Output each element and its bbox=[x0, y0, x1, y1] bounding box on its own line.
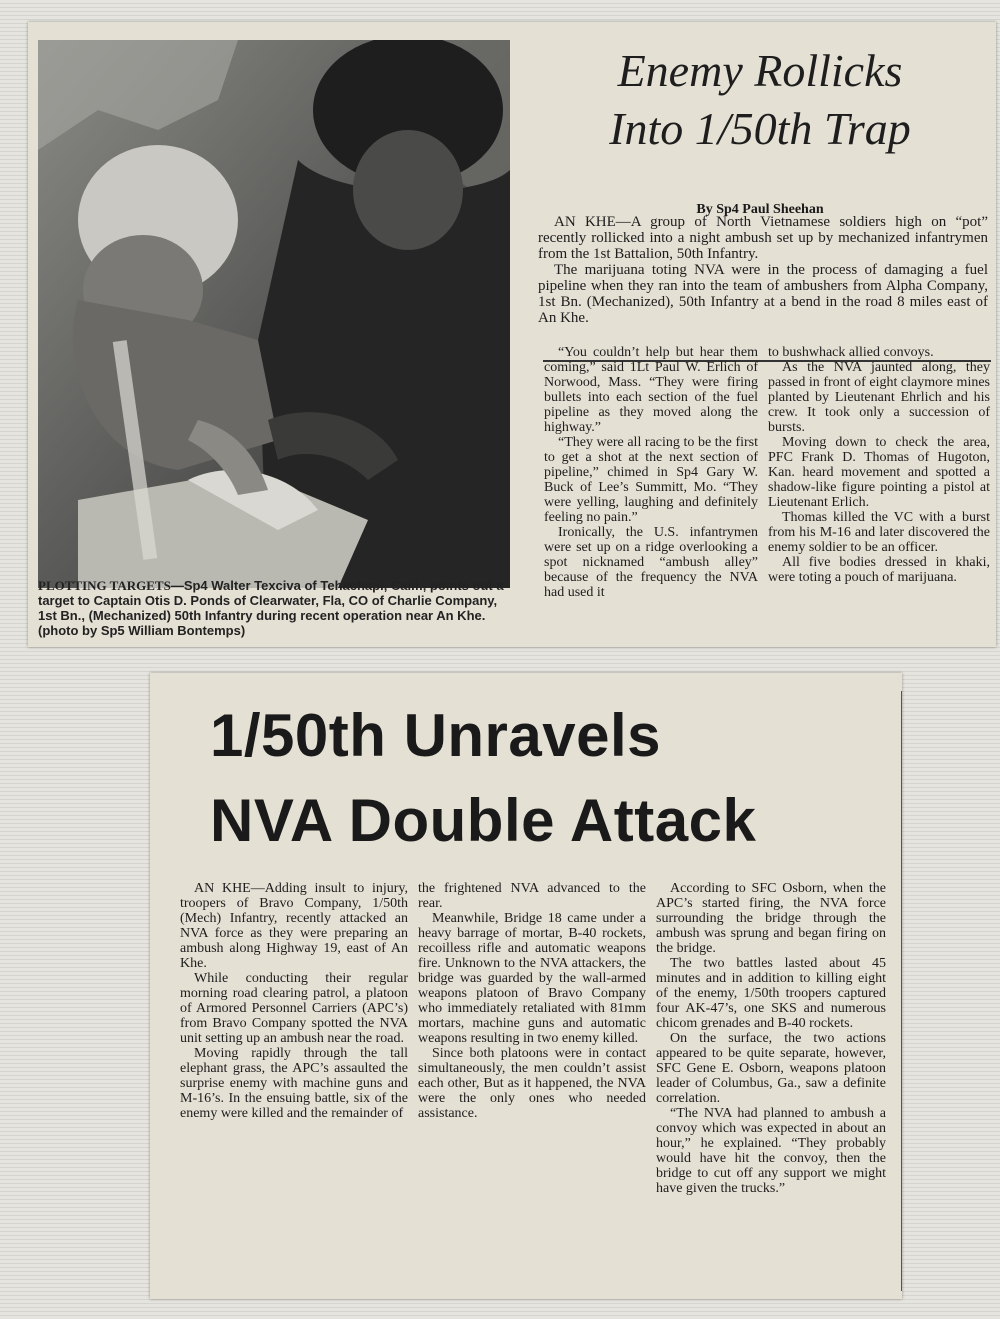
paragraph: Moving rapidly through the tall elephant grass, the APC’s assaulted the surprise enemy with machine guns and M-16’s. In the ensuing battle, six of the enemy were killed and the remainder of bbox=[180, 1046, 408, 1121]
article1-column-1 bbox=[544, 345, 758, 600]
byline: By Sp4 Paul Sheehan bbox=[696, 202, 824, 217]
border-rule bbox=[901, 691, 902, 1291]
headline-nva-double-attack bbox=[210, 693, 870, 863]
paragraph: Since both platoons were in contact simultaneously, the men couldn’t assist each other, But as it happened, the NVA were the only ones who needed assistance. bbox=[418, 1046, 646, 1121]
headline-line-1: Enemy Rollicks bbox=[617, 45, 903, 96]
article1-column-2 bbox=[768, 345, 990, 585]
caption-lead: PLOTTING TARGETS bbox=[38, 578, 171, 593]
paragraph: to bushwhack allied convoys. bbox=[768, 345, 934, 360]
paragraph: Moving down to check the area, PFC Frank D. Thomas of Hugoton, Kan. heard movement and spotted a shadow-like figure pointing a pistol at Lieutenant Erlich. bbox=[768, 435, 990, 510]
paragraph: On the surface, the two actions appeared to be quite separate, however, SFC Gene E. Osborn, weapons platoon leader of Columbus, Ga., saw a definite correlation. bbox=[656, 1031, 886, 1106]
photo-caption bbox=[38, 578, 518, 638]
headline-enemy-rollicks bbox=[538, 42, 982, 158]
paragraph: As the NVA jaunted along, they passed in front of eight claymore mines planted by Lieutenant Ehrlich and his crew. It took only a succession of bursts. bbox=[768, 360, 990, 435]
article2-column-3 bbox=[656, 881, 886, 1196]
paragraph: The two battles lasted about 45 minutes and in addition to killing eight of the enemy, 1/50th troopers captured four AK-47’s, one SKS and numerous chicom grenades and B-40 rockets. bbox=[656, 956, 886, 1031]
lead-paragraph: The marijuana toting NVA were in the process of damaging a fuel pipeline when they ran into the team of ambushers from Alpha Company, 1st Bn. (Mechanized), 50th Infantry at a bend in the road 8 miles east of An Khe. bbox=[538, 262, 988, 326]
paragraph: Thomas killed the VC with a burst from his M-16 and later discovered the enemy soldier to be an officer. bbox=[768, 510, 990, 555]
paragraph: “The NVA had planned to ambush a convoy which was expected in about an hour,” he explained. “They probably would have hit the convoy, then the bridge to cut off any support we might have given the trucks.” bbox=[656, 1106, 886, 1196]
paragraph: Ironically, the U.S. infantrymen were set up on a ridge overlooking a spot nicknamed “ambush alley” because of the frequency the NVA had used it bbox=[544, 525, 758, 600]
photo-illustration bbox=[38, 40, 510, 588]
headline-line-2: NVA Double Attack bbox=[210, 787, 757, 854]
article2-column-2 bbox=[418, 881, 646, 1121]
lead-text bbox=[538, 214, 988, 326]
lead-paragraph: AN KHE—A group of North Vietnamese soldiers high on “pot” recently rollicked into a night ambush set up by mechanized infantrymen from the 1st Battalion, 50th Infantry. bbox=[538, 214, 988, 262]
paragraph: the frightened NVA advanced to the rear. bbox=[418, 881, 646, 911]
clipping-enemy-rollicks bbox=[28, 22, 996, 647]
clipping-nva-double-attack bbox=[150, 673, 902, 1299]
caption-text: —Sp4 Walter Texciva of Tehachapi, Calif., points out a target to Captain Otis D. Ponds of Clearwater, Fla, CO of Charlie Company, 1st Bn., (Mechanized) 50th Infantry during recent operation near An Khe. (photo by Sp5 William Bontemps) bbox=[38, 578, 504, 638]
paragraph: All five bodies dressed in khaki, were toting a pouch of marijuana. bbox=[768, 555, 990, 585]
headline-line-2: Into 1/50th Trap bbox=[609, 103, 911, 154]
paragraph: According to SFC Osborn, when the APC’s started firing, the NVA force surrounding the bridge through the ambush was sprung and began firing on the bridge. bbox=[656, 881, 886, 956]
paragraph: Meanwhile, Bridge 18 came under a heavy barrage of mortar, B-40 rockets, recoilless rifle and automatic weapons fire. Unknown to the NVA attackers, the bridge was guarded by the wall-armed weapons platoon of Bravo Company who immediately retaliated with 81mm mortars, machine guns and automatic weapons resulting in two enemy killed. bbox=[418, 911, 646, 1046]
headline-line-1: 1/50th Unravels bbox=[210, 702, 662, 769]
paragraph: AN KHE—Adding insult to injury, troopers of Bravo Company, 1/50th (Mech) Infantry, recently attacked an NVA force as they were preparing an ambush along Highway 19, east of An Khe. bbox=[180, 881, 408, 971]
paragraph: “You couldn’t help but hear them coming,” said 1Lt Paul W. Erlich of Norwood, Mass. “They were firing bullets into each section of the fuel pipeline as they moved along the highway.” bbox=[544, 345, 758, 435]
paragraph: While conducting their regular morning road clearing patrol, a platoon of Armored Personnel Carriers (APC’s) from Bravo Company spotted the NVA unit setting up an ambush near the road. bbox=[180, 971, 408, 1046]
news-photo-soldiers bbox=[38, 40, 510, 588]
article2-column-1 bbox=[180, 881, 408, 1121]
paragraph: “They were all racing to be the first to get a shot at the next section of pipeline,” chimed in Sp4 Gary W. Buck of Lee’s Summitt, Mo. “They were yelling, laughing and definitely feeling no pain.” bbox=[544, 435, 758, 525]
